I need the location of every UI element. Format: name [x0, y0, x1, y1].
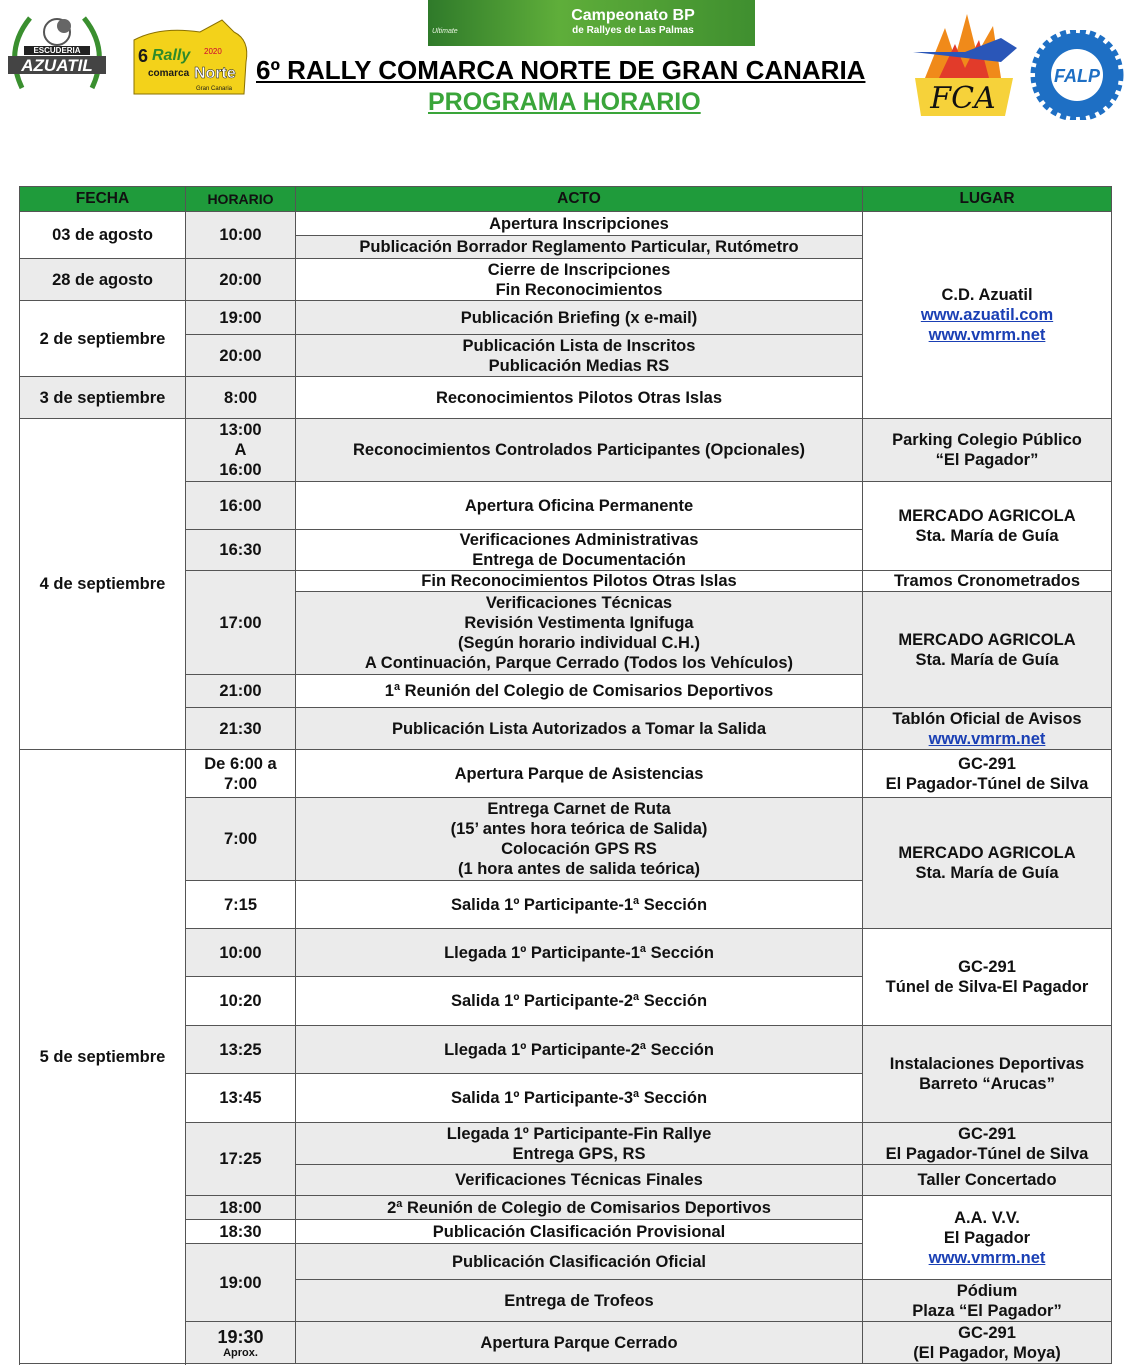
act-cell: Publicación Clasificación Oficial	[296, 1244, 863, 1280]
svg-text:FCA: FCA	[930, 81, 996, 116]
place-cell: GC-291 El Pagador-Túnel de Silva	[863, 750, 1112, 798]
time-cell: 8:00	[186, 377, 296, 419]
time-cell: 13:00 A 16:00	[186, 419, 296, 482]
time-cell: 10:00	[186, 212, 296, 259]
header-acto: ACTO	[296, 187, 863, 212]
vmrm-link[interactable]: www.vmrm.net	[928, 729, 1046, 748]
act-cell: Apertura Parque Cerrado	[296, 1322, 863, 1364]
date-cell: 3 de septiembre	[20, 377, 186, 419]
act-cell: Publicación Clasificación Provisional	[296, 1220, 863, 1244]
time-cell: 18:00	[186, 1196, 296, 1220]
act-cell: Salida 1º Participante-2ª Sección	[296, 977, 863, 1026]
svg-text:2020: 2020	[204, 47, 222, 56]
place-line: C.D. Azuatil	[941, 286, 1033, 304]
azuatil-link[interactable]: www.azuatil.com	[920, 306, 1054, 324]
act-cell: Apertura Inscripciones	[296, 212, 863, 236]
time-cell: 19:30 Aprox.	[186, 1322, 296, 1364]
header-lugar: LUGAR	[863, 187, 1112, 212]
svg-text:6: 6	[138, 46, 149, 66]
time-cell: 16:30	[186, 530, 296, 571]
banner-subtitle: de Rallyes de Las Palmas	[572, 25, 694, 36]
time-cell: 10:00	[186, 929, 296, 977]
time-cell: 7:00	[186, 798, 296, 881]
place-cell: Pódium Plaza “El Pagador”	[863, 1280, 1112, 1322]
banner-brand: Ultimate	[432, 28, 458, 35]
place-cell: Instalaciones Deportivas Barreto “Arucas”	[863, 1026, 1112, 1123]
act-cell: 2ª Reunión de Colegio de Comisarios Deportivos	[296, 1196, 863, 1220]
act-cell: Verificaciones Técnicas Revisión Vestimenta Ignifuga (Según horario individual C.H.) A Continuación, Parque Cerrado (Todos los Vehículos)	[296, 592, 863, 675]
act-cell: Salida 1º Participante-3ª Sección	[296, 1074, 863, 1123]
act-cell: 1ª Reunión del Colegio de Comisarios Deportivos	[296, 675, 863, 708]
table-row	[20, 750, 1112, 798]
time-cell: 16:00	[186, 482, 296, 530]
place-cell: MERCADO AGRICOLA Sta. María de Guía	[863, 482, 1112, 571]
place-cell: A.A. V.V. El Pagador www.vmrm.net	[863, 1196, 1112, 1280]
place-cell: Tramos Cronometrados	[863, 571, 1112, 592]
date-cell: 4 de septiembre	[20, 419, 186, 750]
act-cell: Cierre de Inscripciones Fin Reconocimientos	[296, 259, 863, 301]
page-title: 6º RALLY COMARCA NORTE DE GRAN CANARIA	[256, 55, 866, 85]
time-cell: 18:30	[186, 1220, 296, 1244]
time-cell: 10:20	[186, 977, 296, 1026]
act-cell: Llegada 1º Participante-Fin Rallye Entrega GPS, RS	[296, 1123, 863, 1165]
act-cell: Llegada 1º Participante-1ª Sección	[296, 929, 863, 977]
date-cell: 5 de septiembre	[20, 750, 186, 1364]
time-cell: 21:30	[186, 708, 296, 750]
svg-text:Norte: Norte	[194, 65, 236, 82]
act-cell: Salida 1º Participante-1ª Sección	[296, 881, 863, 929]
time-cell: 7:15	[186, 881, 296, 929]
header-fecha: FECHA	[20, 187, 186, 212]
date-cell: 03 de agosto	[20, 212, 186, 259]
time-cell: 19:00	[186, 1244, 296, 1322]
table-header-row	[20, 187, 1112, 212]
vmrm-link[interactable]: www.vmrm.net	[928, 1248, 1046, 1267]
svg-text:ESCUDERIA: ESCUDERIA	[33, 46, 81, 55]
time-cell: 13:25	[186, 1026, 296, 1074]
time-cell: 13:45	[186, 1074, 296, 1123]
time-cell: 21:00	[186, 675, 296, 708]
act-cell: Fin Reconocimientos Pilotos Otras Islas	[296, 571, 863, 592]
date-cell: 28 de agosto	[20, 259, 186, 301]
act-cell: Publicación Borrador Reglamento Particular, Rutómetro	[296, 236, 863, 259]
act-cell: Entrega de Trofeos	[296, 1280, 863, 1322]
falp-logo	[1028, 30, 1126, 120]
time-cell: 19:00	[186, 301, 296, 335]
svg-text:FALP: FALP	[1053, 66, 1101, 86]
time-cell: 20:00	[186, 259, 296, 301]
rally-comarca-norte-logo	[130, 18, 252, 96]
act-cell: Entrega Carnet de Ruta (15’ antes hora teórica de Salida) Colocación GPS RS (1 hora antes de salida teórica)	[296, 798, 863, 881]
fca-logo	[905, 8, 1020, 118]
time-cell: 17:00	[186, 571, 296, 675]
svg-text:comarca: comarca	[148, 68, 190, 79]
table-row	[20, 212, 1112, 236]
svg-text:Gran Canaria: Gran Canaria	[196, 86, 233, 92]
banner-title: Campeonato BP	[571, 7, 695, 24]
time-cell: 17:25	[186, 1123, 296, 1196]
act-cell: Llegada 1º Participante-2ª Sección	[296, 1026, 863, 1074]
place-cell: MERCADO AGRICOLA Sta. María de Guía	[863, 592, 1112, 708]
header-horario: HORARIO	[186, 187, 296, 212]
date-cell: 2 de septiembre	[20, 301, 186, 377]
act-cell: Publicación Lista Autorizados a Tomar la Salida	[296, 708, 863, 750]
time-cell: De 6:00 a 7:00	[186, 750, 296, 798]
table-row	[20, 419, 1112, 482]
act-cell: Publicación Briefing (x e-mail)	[296, 301, 863, 335]
svg-text:Rally: Rally	[152, 47, 191, 64]
act-cell: Publicación Lista de Inscritos Publicación Medias RS	[296, 335, 863, 377]
place-cell: GC-291 Túnel de Silva-El Pagador	[863, 929, 1112, 1026]
act-cell: Reconocimientos Pilotos Otras Islas	[296, 377, 863, 419]
act-cell: Verificaciones Administrativas Entrega de Documentación	[296, 530, 863, 571]
place-cell: Taller Concertado	[863, 1165, 1112, 1196]
act-cell: Apertura Parque de Asistencias	[296, 750, 863, 798]
schedule-table	[19, 186, 1112, 1364]
place-cell: MERCADO AGRICOLA Sta. María de Guía	[863, 798, 1112, 929]
svg-text:AZUATIL: AZUATIL	[21, 56, 93, 75]
time-cell: 20:00	[186, 335, 296, 377]
act-cell: Reconocimientos Controlados Participantes (Opcionales)	[296, 419, 863, 482]
place-cell: GC-291 (El Pagador, Moya)	[863, 1322, 1112, 1364]
place-cell: Parking Colegio Público “El Pagador”	[863, 419, 1112, 482]
act-cell: Verificaciones Técnicas Finales	[296, 1165, 863, 1196]
place-cell	[863, 212, 1112, 419]
vmrm-link[interactable]: www.vmrm.net	[928, 326, 1046, 344]
escuderia-azuatil-logo	[2, 10, 112, 94]
place-cell: GC-291 El Pagador-Túnel de Silva	[863, 1123, 1112, 1165]
place-cell: Tablón Oficial de Avisos www.vmrm.net	[863, 708, 1112, 750]
act-cell: Apertura Oficina Permanente	[296, 482, 863, 530]
page-subtitle: PROGRAMA HORARIO	[428, 88, 701, 116]
campeonato-bp-banner	[428, 0, 755, 46]
